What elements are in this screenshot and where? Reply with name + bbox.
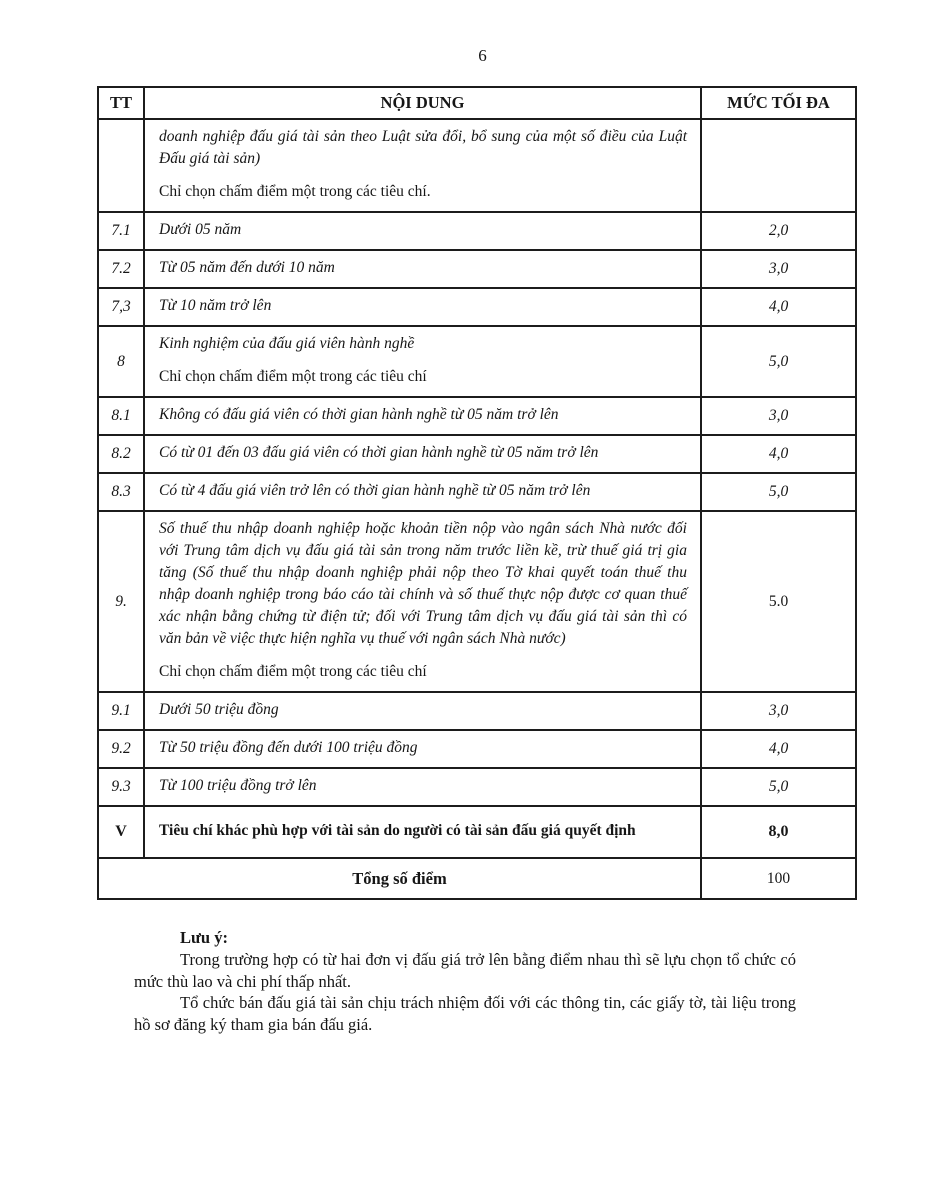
row-max: 5,0 <box>701 326 856 397</box>
row-text-italic: Dưới 05 năm <box>159 221 242 238</box>
row-text-italic: Không có đấu giá viên có thời gian hành nghề từ 05 năm trở lên <box>159 406 559 423</box>
row-tt <box>98 119 144 212</box>
table-row-continuation <box>98 119 856 212</box>
row-text-italic: Từ 10 năm trở lên <box>159 297 272 314</box>
row-content <box>144 692 701 730</box>
table-row-8 <box>98 326 856 397</box>
notes-paragraph-1: Trong trường hợp có từ hai đơn vị đấu giá trở lên bằng điểm nhau thì sẽ lựu chọn tổ chức có mức thù lao và chi phí thấp nhất. <box>134 949 796 991</box>
row-content <box>144 288 701 326</box>
table-row-v <box>98 806 856 858</box>
total-label: Tổng số điểm <box>98 858 701 899</box>
table-row-8-2 <box>98 435 856 473</box>
total-value: 100 <box>701 858 856 899</box>
row-content <box>144 768 701 806</box>
row-text-italic: Có từ 01 đến 03 đấu giá viên có thời gian hành nghề từ 05 năm trở lên <box>159 444 599 461</box>
row-text-italic: Từ 50 triệu đồng đến dưới 100 triệu đồng <box>159 739 418 756</box>
row-tt: 7,3 <box>98 288 144 326</box>
table-header-row <box>98 87 856 119</box>
row-tt: 7.1 <box>98 212 144 250</box>
notes-paragraph-2: Tổ chức bán đấu giá tài sản chịu trách nhiệm đối với các thông tin, các giấy tờ, tài liệu trong hồ sơ đăng ký tham gia bán đấu giá. <box>134 993 796 1035</box>
criteria-table <box>97 86 857 900</box>
row-content <box>144 326 701 397</box>
row-max: 4,0 <box>701 288 856 326</box>
row-content <box>144 806 701 858</box>
row-text-italic: doanh nghiệp đấu giá tài sản theo Luật sửa đổi, bổ sung của một số điều của Luật Đấu giá tài sản) <box>159 128 687 167</box>
row-text-bold: Tiêu chí khác phù hợp với tài sản do người có tài sản đấu giá quyết định <box>159 822 636 839</box>
row-tt: 7.2 <box>98 250 144 288</box>
row-content <box>144 250 701 288</box>
row-content <box>144 212 701 250</box>
row-max: 3,0 <box>701 250 856 288</box>
row-max: 8,0 <box>701 806 856 858</box>
row-text-italic: Kinh nghiệm của đấu giá viên hành nghề <box>159 335 415 352</box>
row-content <box>144 397 701 435</box>
row-tt: 8 <box>98 326 144 397</box>
header-content: NỘI DUNG <box>144 87 701 119</box>
row-max: 4,0 <box>701 435 856 473</box>
row-tt: V <box>98 806 144 858</box>
row-tt: 8.3 <box>98 473 144 511</box>
table-row-7-2 <box>98 250 856 288</box>
row-tt: 9. <box>98 511 144 692</box>
row-content <box>144 119 701 212</box>
row-tt: 8.1 <box>98 397 144 435</box>
row-max: 5.0 <box>701 511 856 692</box>
row-content <box>144 435 701 473</box>
table-row-9-3 <box>98 768 856 806</box>
table-row-9 <box>98 511 856 692</box>
row-text-italic: Dưới 50 triệu đồng <box>159 701 279 718</box>
row-text-note: Chỉ chọn chấm điểm một trong các tiêu chí <box>159 663 427 680</box>
row-content <box>144 511 701 692</box>
row-text-note: Chỉ chọn chấm điểm một trong các tiêu chí. <box>159 183 431 200</box>
row-max: 4,0 <box>701 730 856 768</box>
row-max: 3,0 <box>701 397 856 435</box>
table-row-7-3 <box>98 288 856 326</box>
row-text-italic: Có từ 4 đấu giá viên trở lên có thời gian hành nghề từ 05 năm trở lên <box>159 482 591 499</box>
header-max: MỨC TỐI ĐA <box>701 87 856 119</box>
row-text-italic: Từ 100 triệu đồng trở lên <box>159 777 317 794</box>
row-tt: 9.1 <box>98 692 144 730</box>
row-tt: 8.2 <box>98 435 144 473</box>
row-max: 2,0 <box>701 212 856 250</box>
notes-section <box>134 927 796 1036</box>
row-max: 3,0 <box>701 692 856 730</box>
header-tt: TT <box>98 87 144 119</box>
notes-label: Lưu ý: <box>180 928 228 947</box>
row-text-italic: Từ 05 năm đến dưới 10 năm <box>159 259 335 276</box>
table-row-total <box>98 858 856 899</box>
row-text-italic: Số thuế thu nhập doanh nghiệp hoặc khoản tiền nộp vào ngân sách Nhà nước đối với Trung tâm dịch vụ đấu giá tài sản trong năm trước liền kề, trừ thuế giá trị gia tăng (Số thuế thu nhập doanh nghiệp phải nộp theo Tờ khai quyết toán thuế thu nhập doanh nghiệp trong báo cáo tài chính và số thuế thực nộp được cơ quan thuế xác nhận bằng chứng từ điện tử; đối với Trung tâm dịch vụ đấu giá tài sản thì có văn bản về việc thực hiện nghĩa vụ thuế với ngân sách Nhà nước) <box>159 520 687 647</box>
row-tt: 9.2 <box>98 730 144 768</box>
row-tt: 9.3 <box>98 768 144 806</box>
row-content <box>144 473 701 511</box>
row-content <box>144 730 701 768</box>
row-max: 5,0 <box>701 768 856 806</box>
row-max <box>701 119 856 212</box>
page-number: 6 <box>478 46 487 65</box>
row-max: 5,0 <box>701 473 856 511</box>
table-row-8-1 <box>98 397 856 435</box>
table-row-7-1 <box>98 212 856 250</box>
table-row-8-3 <box>98 473 856 511</box>
row-text-note: Chỉ chọn chấm điểm một trong các tiêu chí <box>159 368 427 385</box>
table-row-9-2 <box>98 730 856 768</box>
table-row-9-1 <box>98 692 856 730</box>
